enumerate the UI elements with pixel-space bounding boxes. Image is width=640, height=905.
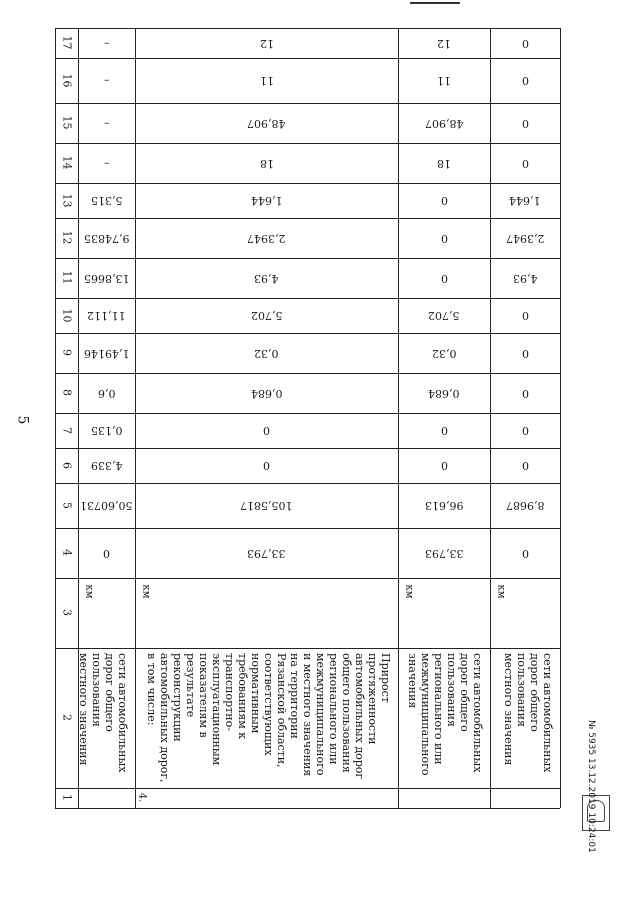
table-cell-value: 12 xyxy=(437,36,451,50)
table-cell-value: 0 xyxy=(521,459,529,472)
table-cell-value: 5,315 xyxy=(90,194,122,207)
table-cell-value: 0 xyxy=(440,271,448,285)
table-gridline xyxy=(55,808,560,809)
table-cell-value: – xyxy=(103,36,109,50)
column-header: 13 xyxy=(60,193,73,207)
table-cell-value: 0 xyxy=(521,424,529,437)
table-gridline xyxy=(55,483,560,484)
table-cell-value: – xyxy=(103,116,109,130)
table-cell-value: 11,112 xyxy=(87,309,126,322)
table-gridline xyxy=(55,298,560,299)
table-gridline xyxy=(55,258,560,259)
table-cell-value: 0 xyxy=(521,36,529,50)
table-gridline xyxy=(135,28,136,808)
table-cell-value: 33,793 xyxy=(424,546,463,560)
table-gridline xyxy=(55,528,560,529)
table-gridline xyxy=(55,413,560,414)
column-header: 11 xyxy=(60,270,73,285)
table-cell-value: 0 xyxy=(103,546,110,560)
table-cell-value: 4,339 xyxy=(90,459,122,472)
table-cell-value: 0 xyxy=(440,424,448,437)
column-header: 8 xyxy=(60,389,73,396)
table-cell-value: 0,6 xyxy=(97,386,115,400)
table-cell-value: 9,74835 xyxy=(83,231,129,245)
column-header: 15 xyxy=(60,115,73,130)
table-cell-value: 0 xyxy=(521,386,529,400)
column-header: 4 xyxy=(60,549,73,556)
table-gridline xyxy=(55,183,560,184)
table-cell-value: 105,5817 xyxy=(240,499,293,512)
table-cell-value: 5,702 xyxy=(428,309,460,322)
column-header: 14 xyxy=(60,155,73,170)
column-header: 5 xyxy=(60,501,73,509)
table-cell-value: 0 xyxy=(521,546,529,560)
table-cell-unit: км xyxy=(83,584,95,599)
table-gridline xyxy=(55,143,560,144)
page-number: 5 xyxy=(14,415,31,425)
row-name: сети автомобильных дорог общего пользования регионального или межмуниципального значения xyxy=(406,653,484,776)
row-name: Прирост протяженности автомобильных дорог общего пользования регионального или межмуниципального и местного значения на территории Рязанской области, соответствующих нормативным требованиям к транспортно-эксплуатационным показателям в результате реконструкции автомобильных дорог, в том числе: xyxy=(145,653,392,783)
column-header: 1 xyxy=(60,794,73,801)
scan-mark-top xyxy=(410,2,460,4)
table-cell-value: 0,135 xyxy=(90,424,122,437)
table-cell-value: – xyxy=(103,74,109,87)
table-gridline xyxy=(55,28,56,808)
table-cell-value: 96,613 xyxy=(424,499,463,512)
column-header: 9 xyxy=(60,349,73,356)
table-cell-value: 0 xyxy=(263,459,270,472)
column-header: 10 xyxy=(60,308,73,322)
table-cell-value: 4,93 xyxy=(254,271,279,285)
table-cell-unit: км xyxy=(403,584,415,599)
table-cell-value: 0,684 xyxy=(250,386,282,400)
table-cell-value: 18 xyxy=(259,156,274,170)
table-cell-value: 0 xyxy=(440,194,448,207)
table-cell-value: 0 xyxy=(521,116,529,130)
table-cell-value: 0 xyxy=(521,346,529,360)
table-cell-value: 0,32 xyxy=(254,346,279,360)
table-gridline xyxy=(55,333,560,334)
table-cell-value: 1,49146 xyxy=(83,346,129,360)
table-gridline xyxy=(55,373,560,374)
table-cell-value: 48,907 xyxy=(424,116,463,130)
table-gridline xyxy=(55,28,560,29)
column-header: 17 xyxy=(60,35,73,50)
table-gridline xyxy=(55,103,560,104)
table-gridline xyxy=(398,28,399,808)
registration-stamp: № 5935 13.12.2019 10:24:01 xyxy=(586,720,596,853)
table-cell-value: 13,8665 xyxy=(83,271,129,285)
row-number: 4. xyxy=(136,792,148,803)
table-gridline xyxy=(55,58,560,59)
table-gridline xyxy=(560,28,561,808)
table-cell-value: 33,793 xyxy=(247,546,286,560)
table-gridline xyxy=(55,218,560,219)
table-cell-value: 0 xyxy=(440,459,448,472)
table-cell-value: 8,9687 xyxy=(505,499,544,512)
table-cell-value: – xyxy=(103,156,109,170)
table-cell-value: 0 xyxy=(521,156,529,170)
column-header: 6 xyxy=(60,461,73,469)
table-gridline xyxy=(55,578,560,579)
table-cell-value: 18 xyxy=(437,156,451,170)
table-gridline xyxy=(55,448,560,449)
column-header: 16 xyxy=(60,73,73,87)
table-cell-value: 0 xyxy=(440,231,448,245)
table-cell-value: 2,3947 xyxy=(505,231,544,245)
table-cell-value: 2,3947 xyxy=(247,231,286,245)
table-cell-unit: км xyxy=(495,584,507,599)
table-cell-value: 48,907 xyxy=(247,116,286,130)
table-cell-value: 5,702 xyxy=(250,309,282,322)
table-cell-value: 11 xyxy=(437,74,451,87)
column-header: 3 xyxy=(60,609,73,616)
column-header: 7 xyxy=(60,426,73,434)
table-gridline xyxy=(490,28,491,808)
table-cell-value: 0 xyxy=(521,309,529,322)
table-cell-value: 0,32 xyxy=(431,346,456,360)
row-name: сети автомобильных дорог общего пользования местного значения xyxy=(77,653,129,773)
table-cell-value: 50,60731 xyxy=(80,499,133,512)
table-cell-value: 0 xyxy=(521,74,529,87)
table-gridline xyxy=(55,648,560,649)
table-gridline xyxy=(55,788,560,789)
table-cell-value: 0,684 xyxy=(428,386,460,400)
table-cell-value: 11 xyxy=(259,74,274,87)
table-cell-value: 4,93 xyxy=(512,271,537,285)
table-cell-value: 0 xyxy=(263,424,270,437)
table-cell-value: 1,644 xyxy=(509,194,541,207)
column-header: 2 xyxy=(60,714,73,721)
table-cell-value: 1,644 xyxy=(250,194,282,207)
table-cell-value: 12 xyxy=(259,36,274,50)
row-name: сети автомобильных дорог общего пользования местного значения xyxy=(502,653,554,773)
column-header: 12 xyxy=(60,230,73,245)
table-cell-unit: км xyxy=(140,584,152,599)
